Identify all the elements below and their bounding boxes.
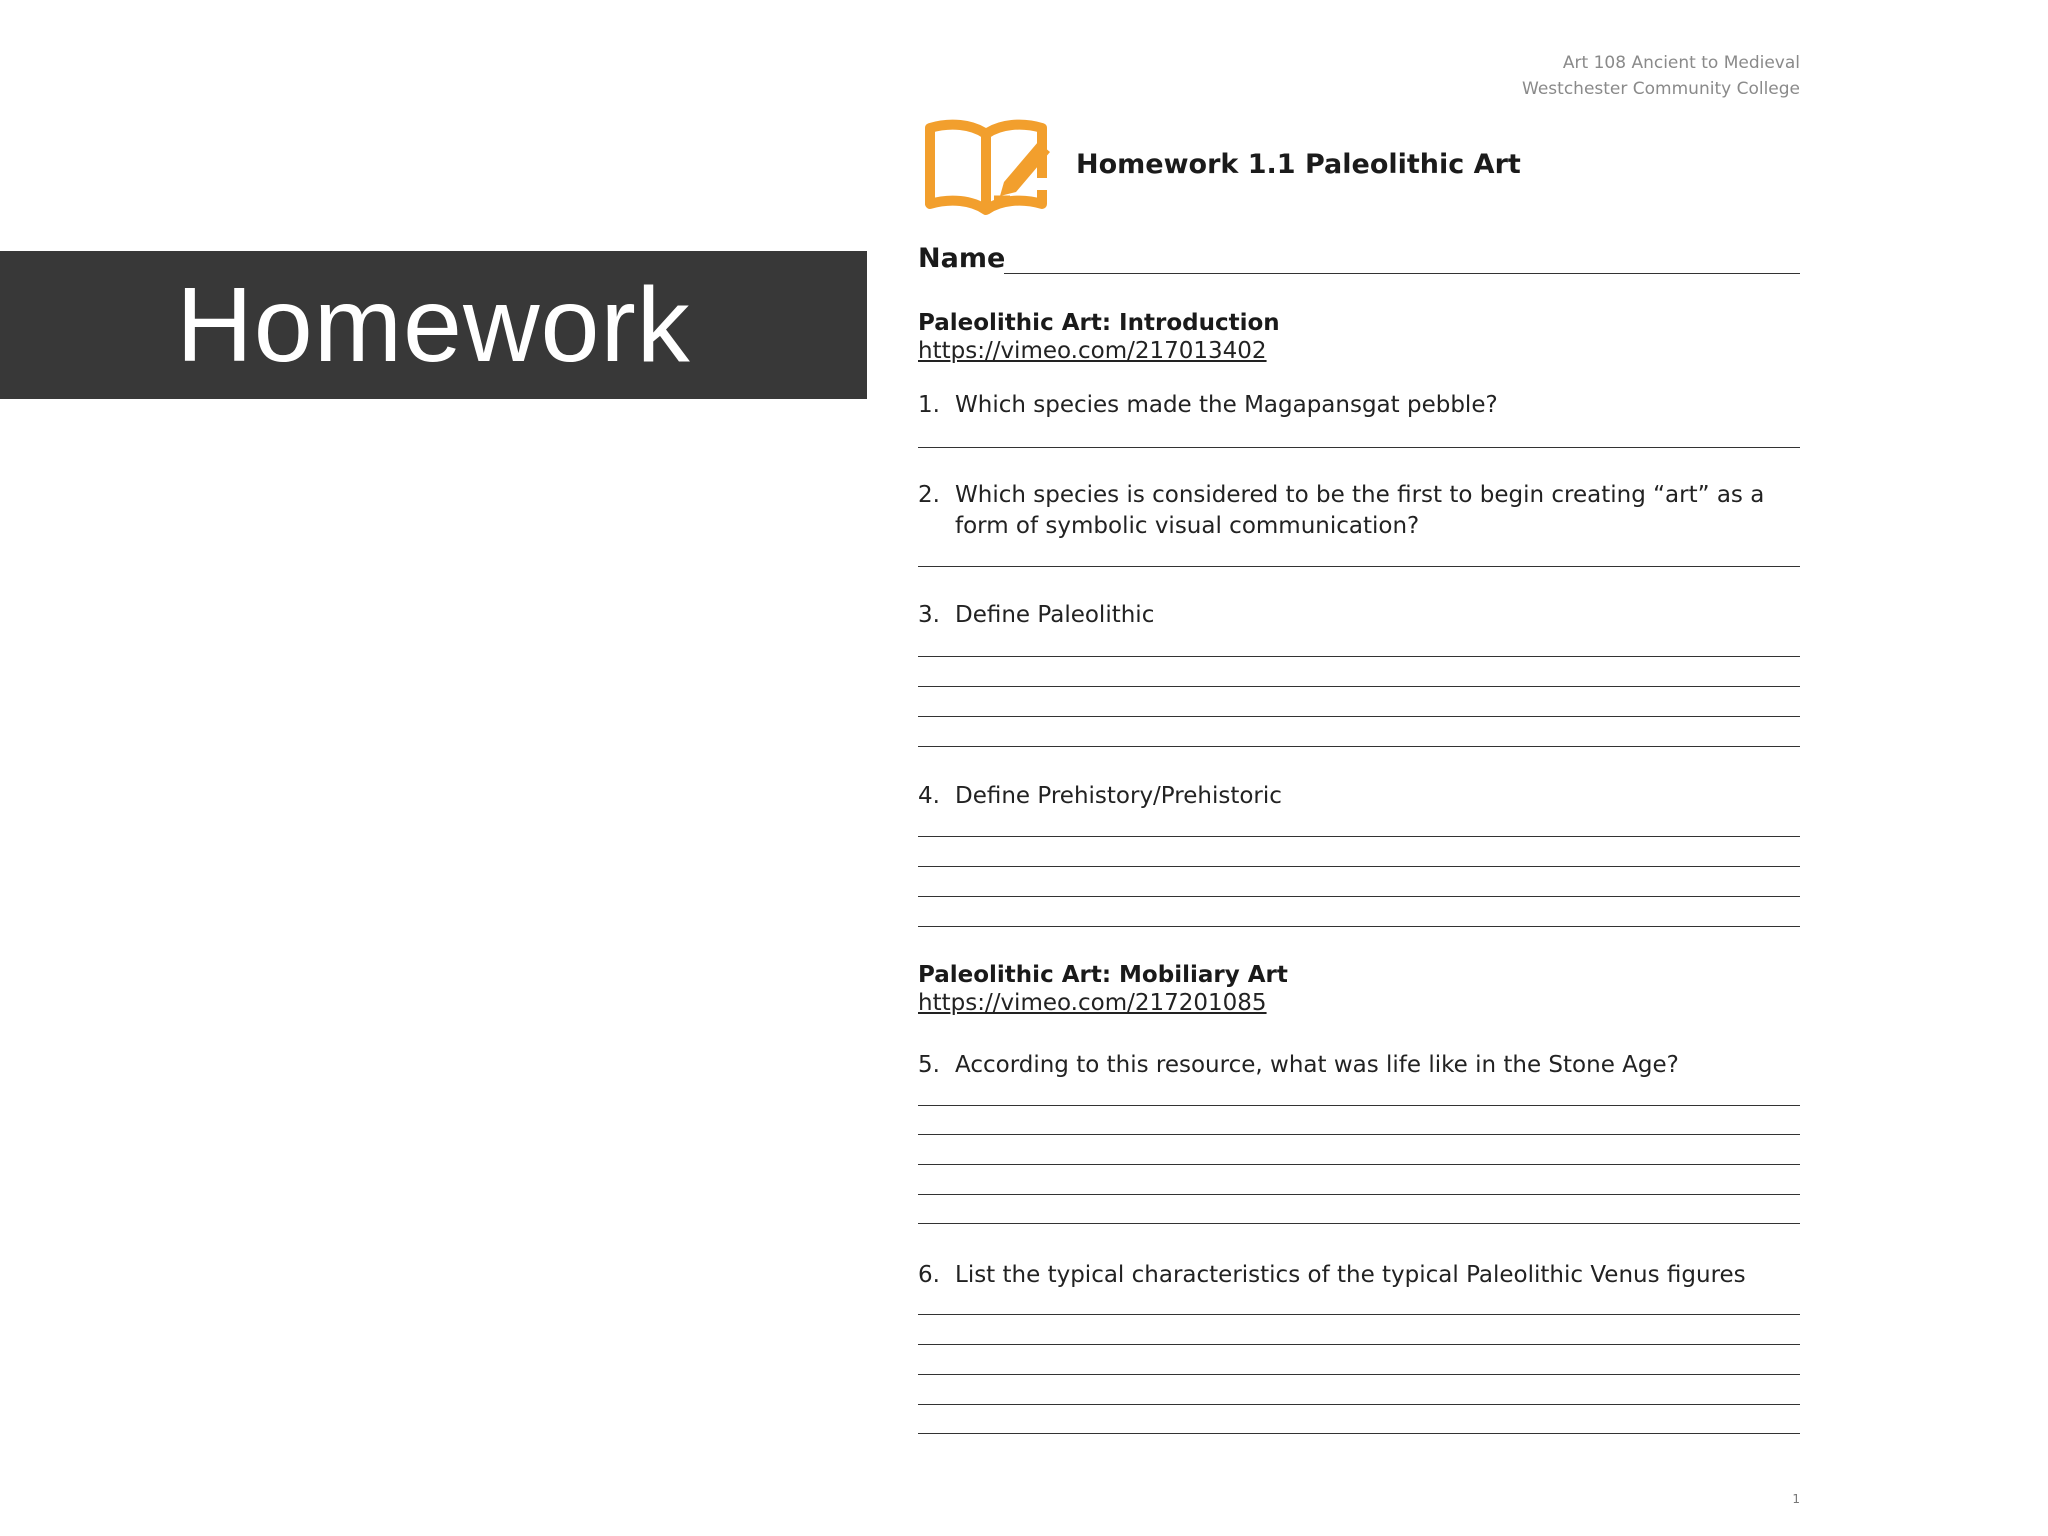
answer-line[interactable] bbox=[918, 1314, 1800, 1315]
question-number: 3. bbox=[918, 602, 940, 628]
answer-line[interactable] bbox=[918, 1374, 1800, 1375]
college-name: Westchester Community College bbox=[1522, 79, 1800, 99]
question-number: 6. bbox=[918, 1262, 940, 1288]
answer-line[interactable] bbox=[918, 1344, 1800, 1345]
answer-line[interactable] bbox=[918, 1433, 1800, 1434]
answer-line[interactable] bbox=[918, 716, 1800, 717]
name-answer-line bbox=[1004, 273, 1800, 274]
answer-line[interactable] bbox=[918, 1134, 1800, 1135]
question-text: List the typical characteristics of the typical Paleolithic Venus figures bbox=[955, 1262, 1746, 1288]
question-number: 4. bbox=[918, 783, 940, 809]
answer-line[interactable] bbox=[918, 566, 1800, 567]
page-number: 1 bbox=[1792, 1492, 1800, 1506]
answer-line[interactable] bbox=[918, 1194, 1800, 1195]
name-field[interactable] bbox=[918, 243, 1800, 277]
section-link-introduction[interactable]: https://vimeo.com/217013402 bbox=[918, 338, 1267, 364]
worksheet-title: Homework 1.1 Paleolithic Art bbox=[1076, 149, 1521, 180]
question-text: Define Paleolithic bbox=[955, 602, 1155, 628]
slide-title-banner bbox=[0, 251, 867, 399]
open-book-pencil-icon bbox=[922, 118, 1052, 216]
answer-line[interactable] bbox=[918, 447, 1800, 448]
section-link-mobiliary-art[interactable]: https://vimeo.com/217201085 bbox=[918, 990, 1267, 1016]
question-text: According to this resource, what was life like in the Stone Age? bbox=[955, 1052, 1679, 1078]
answer-line[interactable] bbox=[918, 686, 1800, 687]
course-name: Art 108 Ancient to Medieval bbox=[1562, 53, 1800, 73]
answer-line[interactable] bbox=[918, 1164, 1800, 1165]
answer-line[interactable] bbox=[918, 746, 1800, 747]
answer-line[interactable] bbox=[918, 1404, 1800, 1405]
answer-line[interactable] bbox=[918, 866, 1800, 867]
answer-line[interactable] bbox=[918, 896, 1800, 897]
question-text: Which species is considered to be the first to begin creating “art” as a form of symbolic visual communication? bbox=[955, 482, 1765, 539]
question-number: 5. bbox=[918, 1052, 940, 1078]
answer-line[interactable] bbox=[918, 1223, 1800, 1224]
answer-line[interactable] bbox=[918, 926, 1800, 927]
name-label: Name bbox=[918, 243, 1006, 274]
question-number: 2. bbox=[918, 482, 940, 508]
question-text: Which species made the Magapansgat pebble? bbox=[955, 392, 1498, 418]
section-heading-introduction: Paleolithic Art: Introduction bbox=[918, 310, 1280, 336]
slide-title: Homework bbox=[176, 265, 691, 384]
section-heading-mobiliary-art: Paleolithic Art: Mobiliary Art bbox=[918, 962, 1288, 988]
answer-line[interactable] bbox=[918, 656, 1800, 657]
question-number: 1. bbox=[918, 392, 940, 418]
answer-line[interactable] bbox=[918, 1105, 1800, 1106]
worksheet-page bbox=[918, 0, 1800, 1536]
answer-line[interactable] bbox=[918, 836, 1800, 837]
question-text: Define Prehistory/Prehistoric bbox=[955, 783, 1282, 809]
course-header bbox=[1522, 50, 1800, 102]
